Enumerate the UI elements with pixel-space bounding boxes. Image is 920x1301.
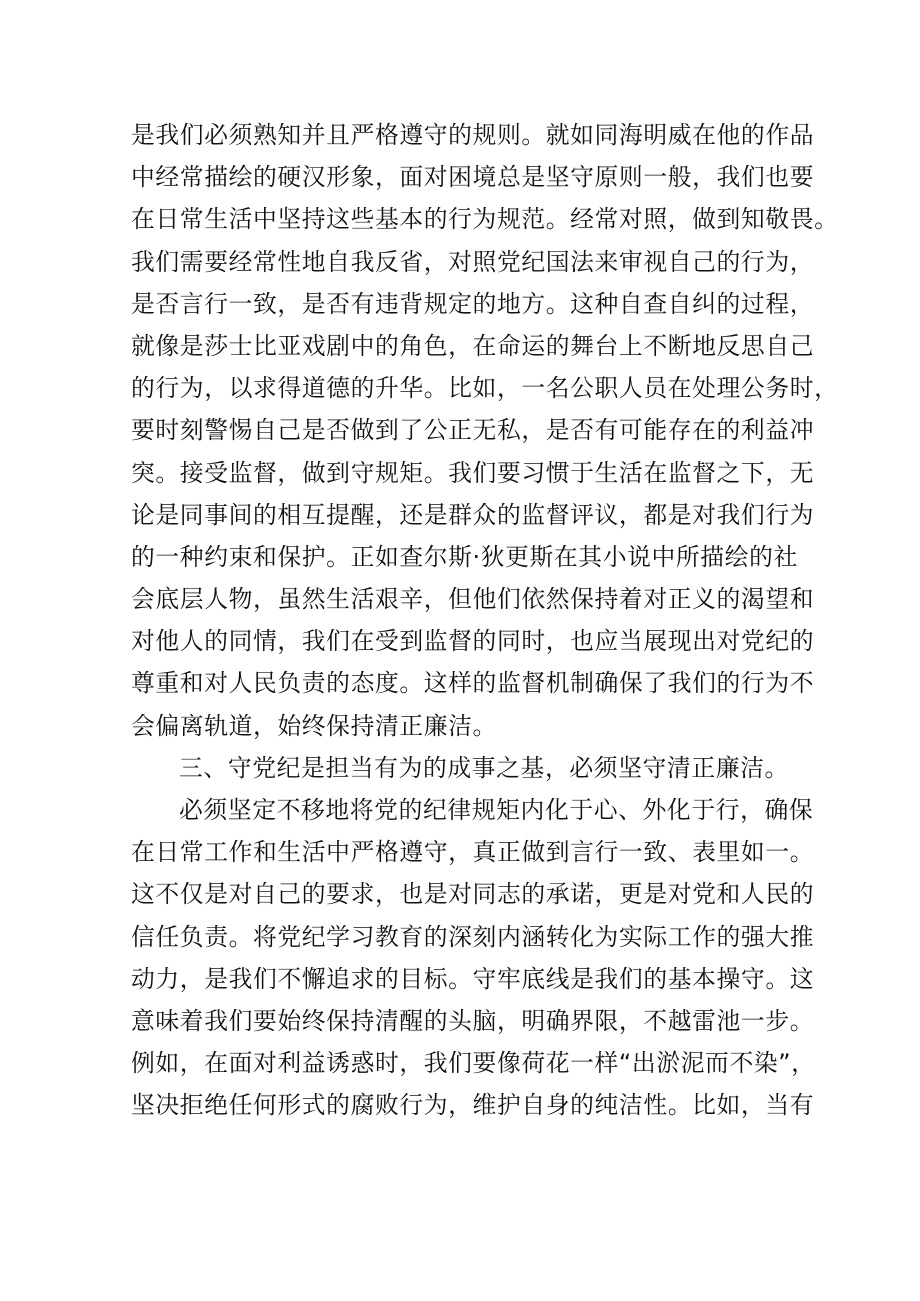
text-line-17: 必须坚定不移地将党的纪律规矩内化于心、外化于行，确保 bbox=[179, 796, 814, 824]
text-line-5: 是否言行一致，是否有违背规定的地方。这种自查自纠的过程， bbox=[131, 289, 815, 318]
section-heading: 三、守党纪是担当有为的成事之基，必须坚守清正廉洁。 bbox=[179, 753, 789, 782]
text-line-15: 会偏离轨道，始终保持清正廉洁。 bbox=[131, 711, 497, 740]
text-line-3: 在日常生活中坚持这些基本的行为规范。经常对照，做到知敬畏。 bbox=[131, 205, 839, 234]
text-line-8: 要时刻警惕自己是否做到了公正无私，是否有可能存在的利益冲 bbox=[131, 416, 815, 445]
text-line-14: 尊重和对人民负责的态度。这样的监督机制确保了我们的行为不 bbox=[131, 669, 815, 698]
text-line-18: 在日常工作和生活中严格遵守，真正做到言行一致、表里如一。 bbox=[131, 838, 815, 867]
text-line-20: 信任负责。将党纪学习教育的深刻内涵转化为实际工作的强大推 bbox=[131, 922, 815, 951]
text-line-11: 的一种约束和保护。正如查尔斯·狄更斯在其小说中所描绘的社 bbox=[131, 542, 798, 571]
text-line-24: 坚决拒绝任何形式的腐败行为，维护自身的纯洁性。比如，当有 bbox=[131, 1091, 815, 1120]
text-line-12: 会底层人物，虽然生活艰辛，但他们依然保持着对正义的渴望和 bbox=[131, 585, 815, 614]
text-line-19: 这不仅是对自己的要求，也是对同志的承诺，更是对党和人民的 bbox=[131, 880, 815, 909]
body-text bbox=[131, 114, 839, 1127]
text-line-10: 论是同事间的相互提醒，还是群众的监督评议，都是对我们行为 bbox=[131, 500, 815, 529]
text-line-22: 意味着我们要始终保持清醒的头脑，明确界限，不越雷池一步。 bbox=[131, 1006, 815, 1035]
text-line-2: 中经常描绘的硬汉形象，面对困境总是坚守原则一般，我们也要 bbox=[131, 163, 815, 192]
text-line-21: 动力，是我们不懈追求的目标。守牢底线是我们的基本操守。这 bbox=[131, 964, 815, 993]
text-line-4: 我们需要经常性地自我反省，对照党纪国法来审视自己的行为， bbox=[131, 247, 815, 276]
text-line-6: 就像是莎士比亚戏剧中的角色，在命运的舞台上不断地反思自己 bbox=[131, 331, 815, 360]
text-line-13: 对他人的同情，我们在受到监督的同时，也应当展现出对党纪的 bbox=[131, 627, 815, 656]
text-line-1: 是我们必须熟知并且严格遵守的规则。就如同海明威在他的作品 bbox=[131, 121, 815, 149]
text-line-7: 的行为，以求得道德的升华。比如，一名公职人员在处理公务时， bbox=[131, 374, 839, 403]
text-line-23: 例如，在面对利益诱惑时，我们要像荷花一样“出淤泥而不染”， bbox=[131, 1049, 816, 1078]
text-line-9: 突。接受监督，做到守规矩。我们要习惯于生活在监督之下，无 bbox=[131, 458, 815, 487]
